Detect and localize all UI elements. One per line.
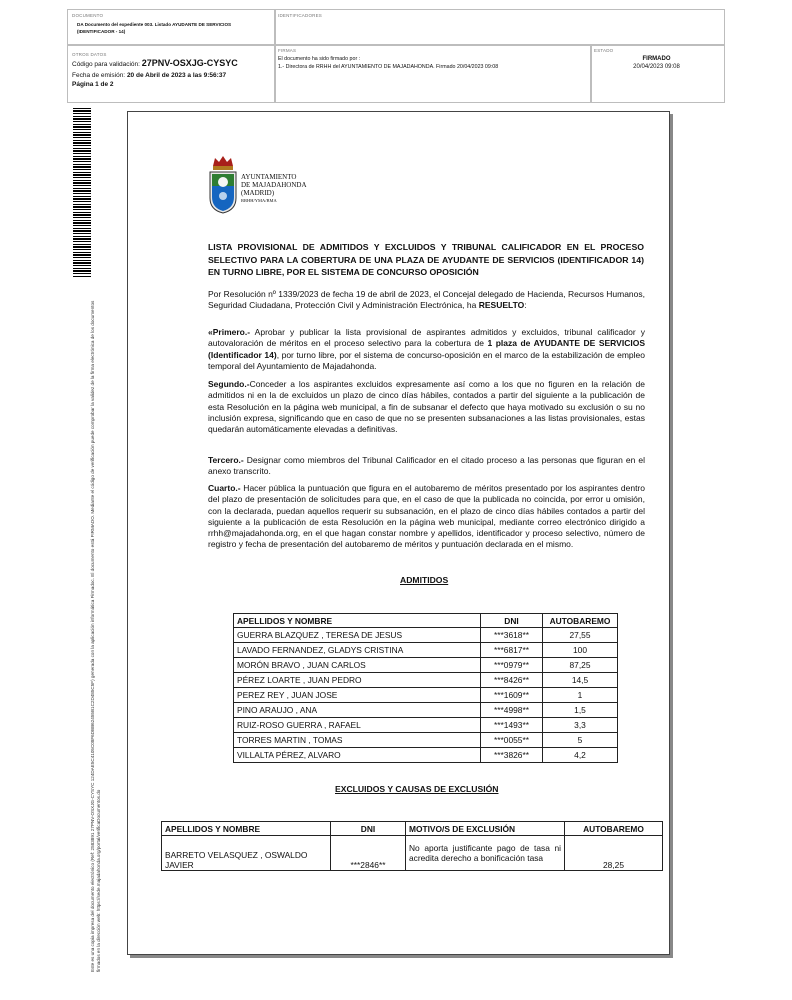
table-row (234, 688, 618, 703)
header-firmas-box (274, 44, 592, 103)
segundo-paragraph (208, 379, 645, 435)
segundo-text: Conceder a los aspirantes excluidos expresamente así como a los que no figuren en la relación de admitidos ni en la de excluidos un plazo de cinco días hábiles, contados a partir del siguiente a la publicación de esta Resolución en la página web municipal, a fin de subsanar el defecto que haya motivado su exclusión o su no inclusión expresa, significando que en caso de que no se presenten subsanaciones a las listas provisionales, estas quedarán automáticamente elevadas a definitivas. (208, 379, 645, 435)
logo-text (241, 173, 307, 205)
excluidos-heading: EXCLUIDOS Y CAUSAS DE EXCLUSIÓN (335, 784, 499, 794)
intro-resuelto: RESUELTO (478, 300, 525, 311)
cell-dni: ***0979** (481, 658, 543, 673)
coat-of-arms-logo (207, 152, 239, 214)
col-autobaremo: AUTOBAREMO (543, 614, 618, 628)
barcode (73, 108, 91, 278)
cell-nombre: LAVADO FERNANDEZ, GLADYS CRISTINA (234, 643, 481, 658)
excluidos-header-row (162, 822, 663, 836)
cell-nombre: MORÓN BRAVO , JUAN CARLOS (234, 658, 481, 673)
documento-label: DOCUMENTO (72, 13, 104, 18)
admitidos-heading: ADMITIDOS (400, 575, 449, 585)
admitidos-header-row (234, 614, 618, 628)
cell-autobaremo: 28,25 (565, 836, 663, 871)
emision-prefix: Fecha de emisión: (72, 72, 126, 79)
otros-datos-label: OTROS DATOS (72, 52, 107, 57)
header-identificadores-box (274, 9, 725, 46)
primero-text1: Aprobar y publicar la lista provisional de aspirantes admitidos y excluidos, tribunal calificador y autovaloración de méritos en el proceso selectivo para la cobertura de (208, 327, 645, 349)
cell-autobaremo: 1 (543, 688, 618, 703)
col-motivo: MOTIVO/S DE EXCLUSIÓN (406, 822, 565, 836)
cell-nombre: VILLALTA PÉREZ, ALVARO (234, 748, 481, 763)
cell-dni: ***1493** (481, 718, 543, 733)
cell-nombre: BARRETO VELASQUEZ , OSWALDO JAVIER (162, 836, 331, 871)
cell-dni: ***3618** (481, 628, 543, 643)
cell-autobaremo: 87,25 (543, 658, 618, 673)
intro-paragraph: Por Resolución nº 1339/2023 de fecha 19 de abril de 2023, el Concejal delegado de Hacienda, Recursos Humanos, Seguridad Ciudadana, Protección Civil y Administración Electrónica, ha RESUELTO: (208, 289, 645, 311)
logo-code: RRHH/YMA/BMA (241, 198, 277, 203)
cell-autobaremo: 1,5 (543, 703, 618, 718)
side-verification-text: Este es una copia impresa del documento electrónico (Ref: 2583891 27PNV-OSXJG-CYSYC 124DAE5C4105C08F6DBB62455B1C2D485C5F) generada con la aplicación informática Firmadoc. El documento está FIRMADO. Mediante el código de verificación puede comprobar la validez de la firma electrónica de los documentos firmados en la dirección web: https://sede.majadahonda.org/portal/verificaDocumentos.do (90, 300, 101, 972)
table-row (234, 643, 618, 658)
admitidos-table (233, 613, 618, 763)
cuarto-text: Hacer pública la puntuación que figura en el autobaremo de méritos presentado por los aspirantes dentro del plazo de presentación de solicitudes para que, en el caso de que la publicada no coincida, por error u omisión, con la declarada, puedan aquellos requerir su subsanación, en el plazo de cinco días hábiles contados a partir del siguiente a la publicación de esta Resolución en la página web municipal, mediante correo electrónico dirigido a rrhh@majadahonda.org, en el que hagan constar nombre y apellidos, identificador y proceso selectivo, número de registro y fecha de presentación del autobaremo de méritos y puntuación declarada en el mismo. (208, 483, 645, 550)
cell-dni: ***4998** (481, 703, 543, 718)
documento-text: DA Documento del expediente 003. Listado AYUDANTE DE SERVICIOS (IDENTIFICADOR - 14) (77, 22, 232, 34)
cell-motivo: No aporta justificante pago de tasa ni acredita derecho a bonificación tasa (406, 836, 565, 871)
fecha-emision (72, 72, 226, 80)
cell-dni: ***1609** (481, 688, 543, 703)
col-dni: DNI (331, 822, 406, 836)
cell-dni: ***6817** (481, 643, 543, 658)
primero-text2: , por turno libre, por el sistema de concurso-oposición en el marco de la estabilización de empleo temporal del Ayuntamiento de Majadahonda. (208, 349, 645, 371)
firmas-line2: 1.- Directora de RRHH del AYUNTAMIENTO DE MAJADAHONDA. Firmado 20/04/2023 09:08 (278, 64, 499, 70)
cell-dni: ***3826** (481, 748, 543, 763)
primero-head: «Primero.- (208, 327, 251, 337)
table-row (234, 658, 618, 673)
col-apellidos: APELLIDOS Y NOMBRE (234, 614, 481, 628)
table-row (234, 673, 618, 688)
logo-line3: (MADRID) (241, 189, 275, 197)
table-row (234, 748, 618, 763)
tercero-head: Tercero.- (208, 455, 244, 465)
col-dni: DNI (481, 614, 543, 628)
table-row (234, 703, 618, 718)
col-autobaremo: AUTOBAREMO (565, 822, 663, 836)
codigo-validacion (72, 59, 238, 69)
logo-line2: DE MAJADAHONDA (241, 181, 307, 189)
logo-line1: AYUNTAMIENTO (241, 173, 297, 181)
cuarto-head: Cuarto.- (208, 483, 241, 493)
excluidos-table (161, 821, 663, 871)
cell-nombre: TORRES MARTIN , TOMAS (234, 733, 481, 748)
cell-autobaremo: 4,2 (543, 748, 618, 763)
document-title: LISTA PROVISIONAL DE ADMITIDOS Y EXCLUIDOS Y TRIBUNAL CALIFICADOR EN EL PROCESO SELECTIVO PARA LA COBERTURA DE UNA PLAZA DE AYUDANTE DE SERVICIOS (IDENTIFICADOR 14) EN TURNO LIBRE, POR EL SISTEMA DE CONCURSO OPOSICIÓN (208, 242, 644, 277)
table-row (234, 718, 618, 733)
tercero-text: Designar como miembros del Tribunal Calificador en el citado proceso a las personas que figuran en el anexo transcrito. (208, 455, 645, 477)
cell-dni: ***8426** (481, 673, 543, 688)
pagina: Página 1 de 2 (72, 81, 114, 88)
cell-autobaremo: 100 (543, 643, 618, 658)
table-row (234, 733, 618, 748)
cell-autobaremo: 14,5 (543, 673, 618, 688)
table-row (162, 836, 663, 871)
firmas-line1: El documento ha sido firmado por : (278, 56, 361, 62)
primero-bold: 1 plaza de AYUDANTE DE SERVICIOS (Identificador 14) (208, 338, 645, 360)
col-apellidos: APELLIDOS Y NOMBRE (162, 822, 331, 836)
cuarto-paragraph (208, 483, 645, 551)
cell-dni: ***0055** (481, 733, 543, 748)
primero-paragraph (208, 327, 645, 372)
codigo-prefix: Código para validación: (72, 61, 140, 68)
emision-value: 20 de Abril de 2023 a las 9:56:37 (126, 72, 227, 79)
cell-autobaremo: 5 (543, 733, 618, 748)
codigo-value: 27PNV-OSXJG-CYSYC (141, 58, 238, 68)
cell-nombre: PEREZ REY , JUAN JOSE (234, 688, 481, 703)
intro-text: Por Resolución nº 1339/2023 de fecha 19 de abril de 2023, el Concejal delegado de Hacienda, Recursos Humanos, Seguridad Ciudadana, Protección Civil y Administración Electrónica, ha (208, 289, 645, 311)
identificadores-label: IDENTIFICADORES (278, 13, 323, 18)
cell-autobaremo: 3,3 (543, 718, 618, 733)
cell-nombre: PÉREZ LOARTE , JUAN PEDRO (234, 673, 481, 688)
cell-nombre: PINO ARAUJO , ANA (234, 703, 481, 718)
table-row (234, 628, 618, 643)
estado-fecha: 20/04/2023 09:08 (633, 64, 680, 70)
cell-nombre: GUERRA BLAZQUEZ , TERESA DE JESUS (234, 628, 481, 643)
estado-label: ESTADO (594, 48, 614, 53)
cell-dni: ***2846** (331, 836, 406, 871)
firmas-label: FIRMAS (278, 48, 297, 53)
estado-value: FIRMADO (642, 56, 671, 62)
cell-nombre: RUIZ-ROSO GUERRA , RAFAEL (234, 718, 481, 733)
cell-autobaremo: 27,55 (543, 628, 618, 643)
segundo-head: Segundo.- (208, 379, 250, 389)
tercero-paragraph (208, 455, 645, 478)
